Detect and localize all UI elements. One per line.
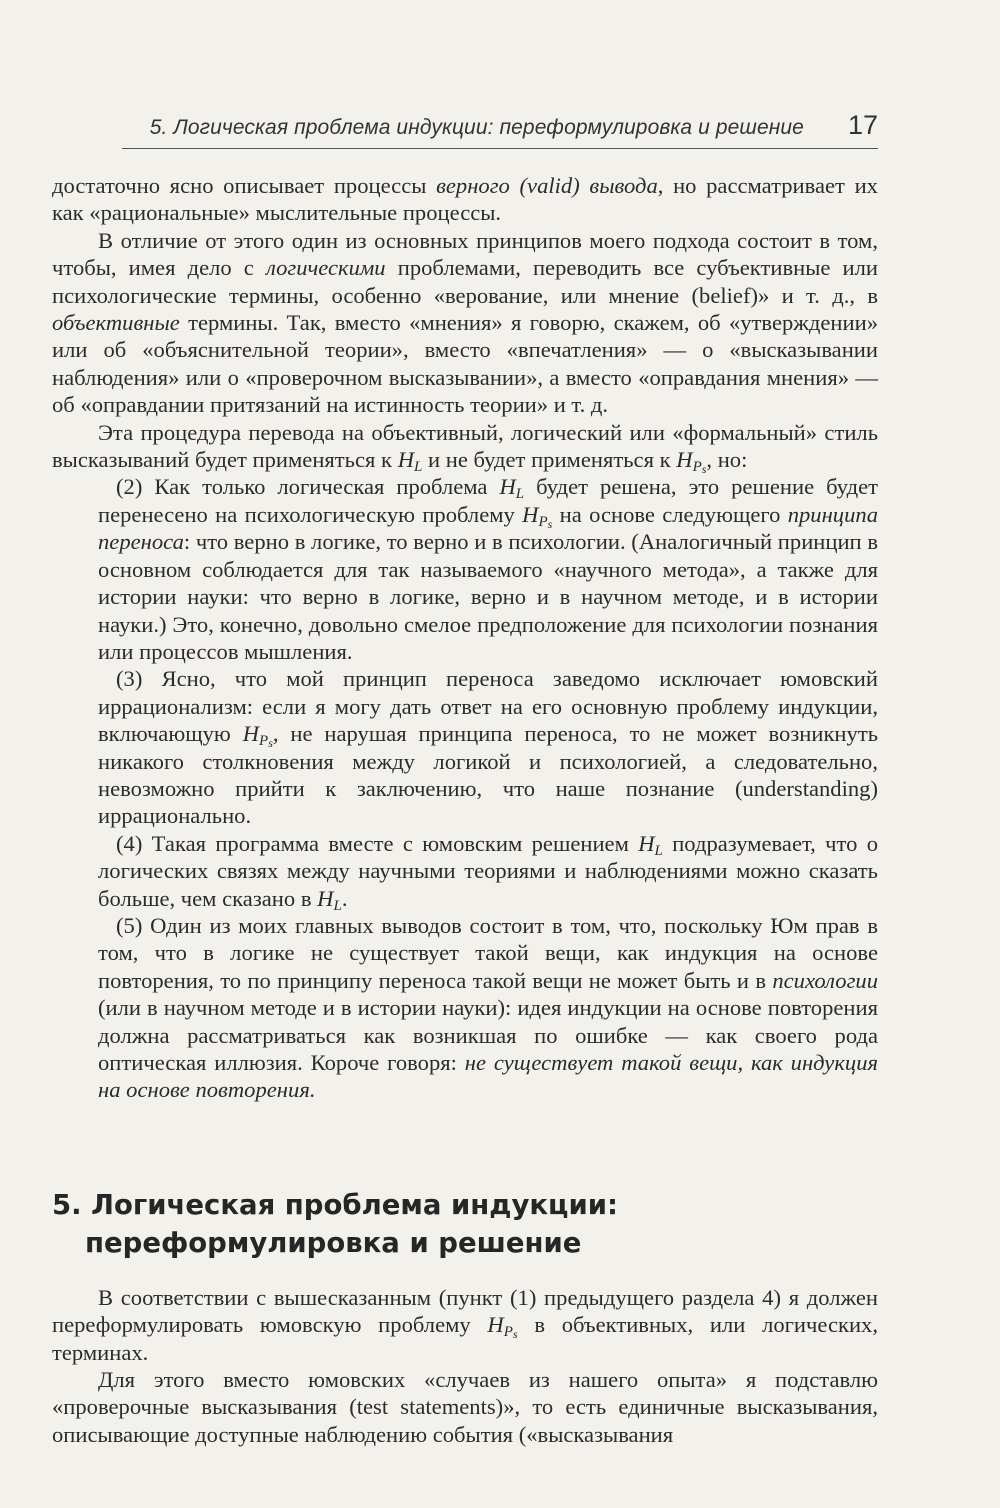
paragraph-continuation: достаточно ясно описывает процессы верного (valid) вывода, но рассматривает их как «рациональные» мыслительные процессы. [52,173,878,226]
point-4: (4) Такая программа вместе с юмовским решением $H_L$ подразумевает, что о логических связях между научными теориями и наблюдениями можно сказать больше, чем сказано в $H_L$. [98,830,878,914]
page-body [52,172,878,1448]
paragraph-test-statements: Для этого вместо юмовских «случаев из нашего опыта» я подставлю «проверочные высказывания (test statements)», то есть единичные высказывания, описывающие доступные наблюдению события («высказывания [52,1367,878,1447]
paragraph-reformulation: В соответствии с вышесказанным (пункт (1) предыдущего раздела 4) я должен переформулировать юмовскую проблему $H_{P_s}$ в объективных, или логических, терминах. [52,1284,878,1365]
formula-h-ps: $H_{P_s}$ [676,447,707,477]
formula-h-l: $H_L$ [638,830,663,859]
section-heading [52,1186,878,1262]
running-title: 5. Логическая проблема индукции: переформулировка и решение [149,116,804,139]
section-heading-line-1: 5. Логическая проблема индукции: [52,1188,618,1221]
point-2: (2) Как только логическая проблема $H_L$ будет решена, это решение будет перенесено на психологическую проблему $H_{P_s}$ на основе следующего принципа переноса: что верно в логике, то верно и в психологии. (Аналогичный принцип в основном соблюдается для так называемого «научного метода», а также для истории науки: что верно в логике, верно и в научном методе, и в истории науки.) Это, конечно, довольно смелое предположение для психологии познания или процессов мышления. [98,474,879,664]
running-head [122,110,878,141]
point-3: (3) Ясно, что мой принцип переноса заведомо исключает юмовский иррационализм: если я могу дать ответ на его основную проблему индукции, включающую $H_{P_s}$, не нарушая принципа переноса, то не может возникнуть никакого столкновения между логикой и психологией, а следовательно, невозможно прийти к заключению, что наше познание (understanding) иррационально. [98,666,878,829]
formula-h-l: $H_L$ [317,885,342,914]
page-number: 17 [847,110,878,140]
formula-h-ps: $H_{P_s}$ [242,721,273,751]
paragraph-objective-terms: В отличие от этого один из основных принципов моего подхода состоит в том, чтобы, имея дело с логическими проблемами, переводить все субъективные или психологические термины, особенно «верование, или мнение (belief)» и т. д., в объективные термины. Так, вместо «мнения» я говорю, скажем, об «утверждении» или об «объяснительной теории», вместо «впечатления» — о «высказывании наблюдения» или о «проверочном высказывании», а вместо «оправдания мнения» — об «оправдании притязаний на истинность теории» и т. д. [52,227,878,418]
header-rule [122,148,878,149]
formula-h-l: $H_L$ [397,447,423,476]
section-heading-line-2: переформулировка и решение [85,1226,582,1259]
point-5: (5) Один из моих главных выводов состоит в том, что, поскольку Юм прав в том, что в логике не существует такой вещи, как индукция на основе повторения, то по принципу переноса такой вещи не может быть и в психологии (или в научном методе и в истории науки): идея индукции на основе повторения должна рассматриваться как возникшая по ошибке — как своего рода оптическая иллюзия. Короче говоря: не существует такой вещи, как индукция на основе повторения. [98,912,878,1103]
formula-h-ps: $H_{P_s}$ [522,501,553,531]
formula-h-l: $H_L$ [499,474,525,503]
paragraph-translation-procedure: Эта процедура перевода на объективный, логический или «формальный» стиль высказываний будет применяться к $H_L$ и не будет применяться к $H_{P_s}$, но: [52,419,878,477]
formula-h-ps: $H_{P_s}$ [487,1312,518,1342]
section-gap [52,1104,878,1186]
